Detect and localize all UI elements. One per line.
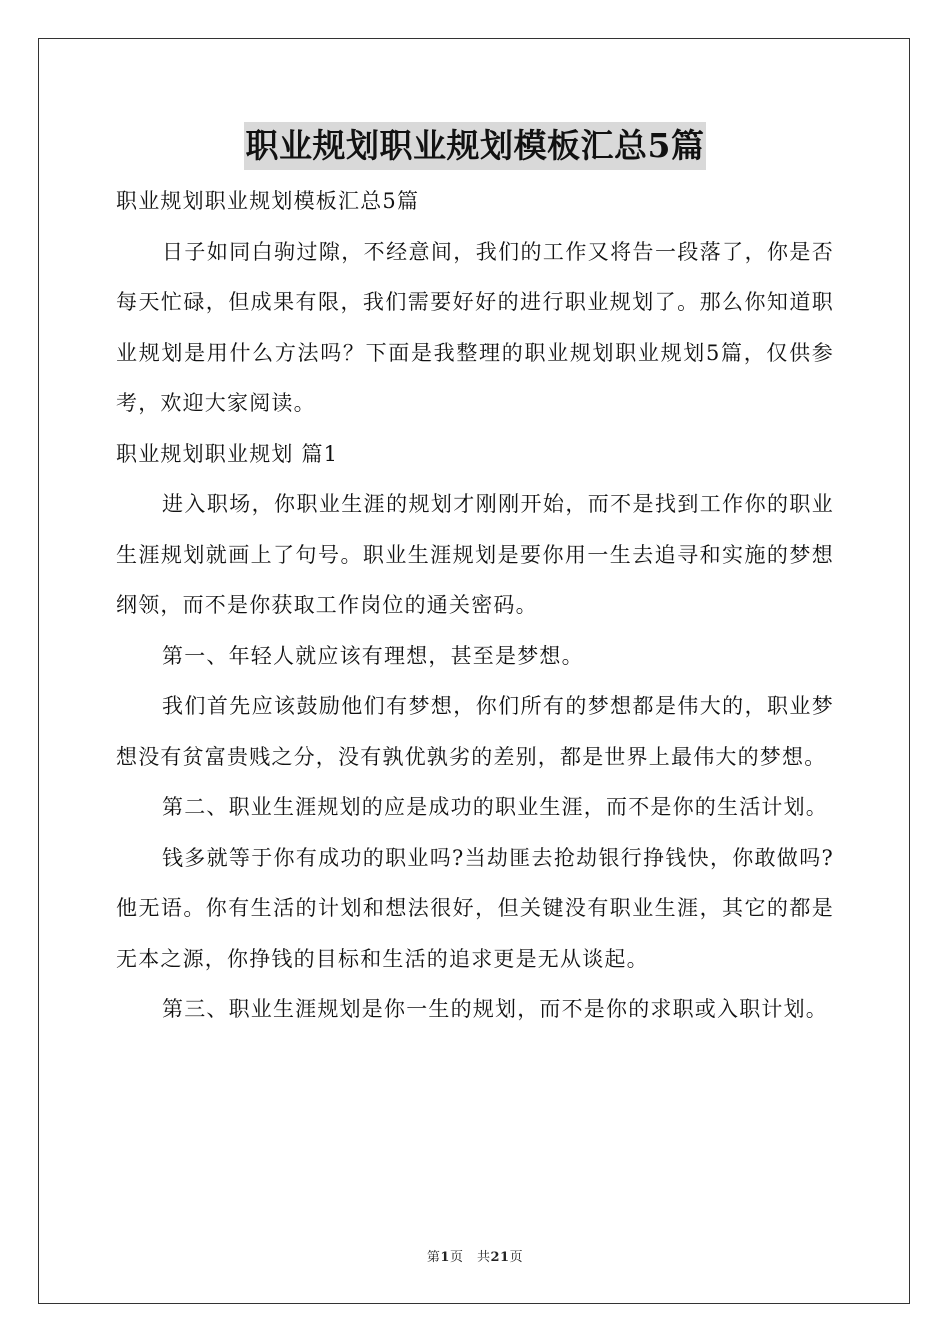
title-container <box>0 122 950 170</box>
section-heading: 职业规划职业规划 篇1 <box>116 441 339 466</box>
current-page-number: 1 <box>440 1250 450 1265</box>
point-heading: 第三、职业生涯规划是你一生的规划，而不是你的求职或入职计划。 <box>162 997 828 1021</box>
subtitle-paragraph: 职业规划职业规划模板汇总5篇 <box>116 189 420 213</box>
document-title: 职业规划职业规划模板汇总5篇 <box>244 122 707 170</box>
page-mid: 页 共 <box>449 1250 491 1265</box>
page-suffix: 页 <box>509 1250 524 1265</box>
page-footer <box>0 1246 950 1265</box>
body-paragraph: 进入职场，你职业生涯的规划才刚刚开始，而不是找到工作你的职业生涯规划就画上了句号。职业生涯规划是要你用一生去追寻和实施的梦想纲领，而不是你获取工作岗位的通关密码。 <box>116 492 834 617</box>
point-heading: 第一、年轻人就应该有理想，甚至是梦想。 <box>162 643 584 668</box>
page-prefix: 第 <box>426 1250 441 1265</box>
body-paragraph: 我们首先应该鼓励他们有梦想，你们所有的梦想都是伟大的，职业梦想没有贫富贵贱之分，没有孰优孰劣的差别，都是世界上最伟大的梦想。 <box>116 694 834 769</box>
intro-paragraph: 日子如同白驹过隙，不经意间，我们的工作又将告一段落了，你是否每天忙碌，但成果有限，我们需要好好的进行职业规划了。那么你知道职业规划是用什么方法吗？下面是我整理的职业规划职业规划5篇，仅供参考，欢迎大家阅读。 <box>116 239 834 415</box>
document-body <box>116 176 834 1035</box>
body-paragraph: 钱多就等于你有成功的职业吗?当劫匪去抢劫银行挣钱快，你敢做吗?他无语。你有生活的计划和想法很好，但关键没有职业生涯，其它的都是无本之源，你挣钱的目标和生活的追求更是无从谈起。 <box>116 845 834 971</box>
total-pages-number: 21 <box>490 1250 510 1265</box>
point-heading: 第二、职业生涯规划的应是成功的职业生涯，而不是你的生活计划。 <box>162 795 828 819</box>
